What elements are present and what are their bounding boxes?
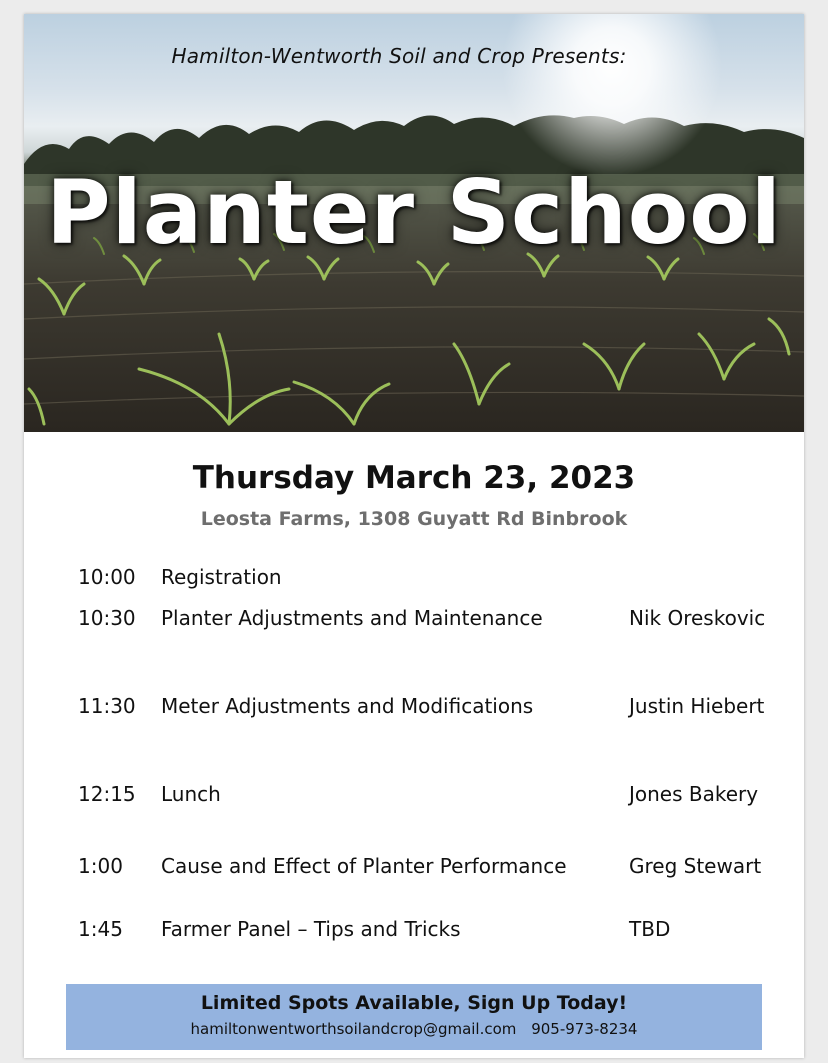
agenda-topic: Cause and Effect of Planter Performance	[161, 854, 567, 878]
agenda-topic: Registration	[161, 565, 282, 589]
agenda-topic: Meter Adjustments and Modifications	[161, 694, 534, 718]
event-location: Leosta Farms, 1308 Guyatt Rd Binbrook	[200, 508, 628, 530]
event-title: Planter School	[46, 161, 782, 264]
agenda-time: 10:00	[78, 565, 136, 589]
signup-banner	[66, 984, 762, 1050]
event-date: Thursday March 23, 2023	[192, 460, 636, 496]
agenda-time: 12:15	[78, 782, 136, 806]
agenda-item	[78, 917, 798, 945]
contact-info	[66, 1020, 762, 1038]
hero-photo-cornfield	[24, 14, 804, 432]
agenda-topic: Planter Adjustments and Maintenance	[161, 606, 543, 630]
agenda-time: 11:30	[78, 694, 136, 718]
agenda-item	[78, 565, 798, 593]
agenda-time: 1:45	[78, 917, 123, 941]
agenda-speaker: Nik Oreskovic	[629, 606, 766, 630]
signup-call-to-action: Limited Spots Available, Sign Up Today!	[200, 992, 628, 1014]
agenda-speaker: TBD	[629, 917, 671, 941]
agenda-item	[78, 606, 798, 634]
flyer-page	[24, 14, 804, 1058]
agenda-speaker: Jones Bakery	[629, 782, 759, 806]
agenda-item	[78, 782, 798, 810]
agenda-topic: Lunch	[161, 782, 221, 806]
agenda-item	[78, 694, 798, 722]
agenda-speaker: Justin Hiebert	[629, 694, 765, 718]
contact-phone: 905-973-8234	[531, 1020, 638, 1038]
agenda-topic: Farmer Panel – Tips and Tricks	[161, 917, 461, 941]
agenda-time: 1:00	[78, 854, 123, 878]
agenda-item	[78, 854, 798, 882]
contact-email: hamiltonwentworthsoilandcrop@gmail.com	[190, 1020, 517, 1038]
agenda-speaker: Greg Stewart	[629, 854, 762, 878]
presenter-line: Hamilton-Wentworth Soil and Crop Presents:	[171, 44, 627, 68]
agenda-time: 10:30	[78, 606, 136, 630]
